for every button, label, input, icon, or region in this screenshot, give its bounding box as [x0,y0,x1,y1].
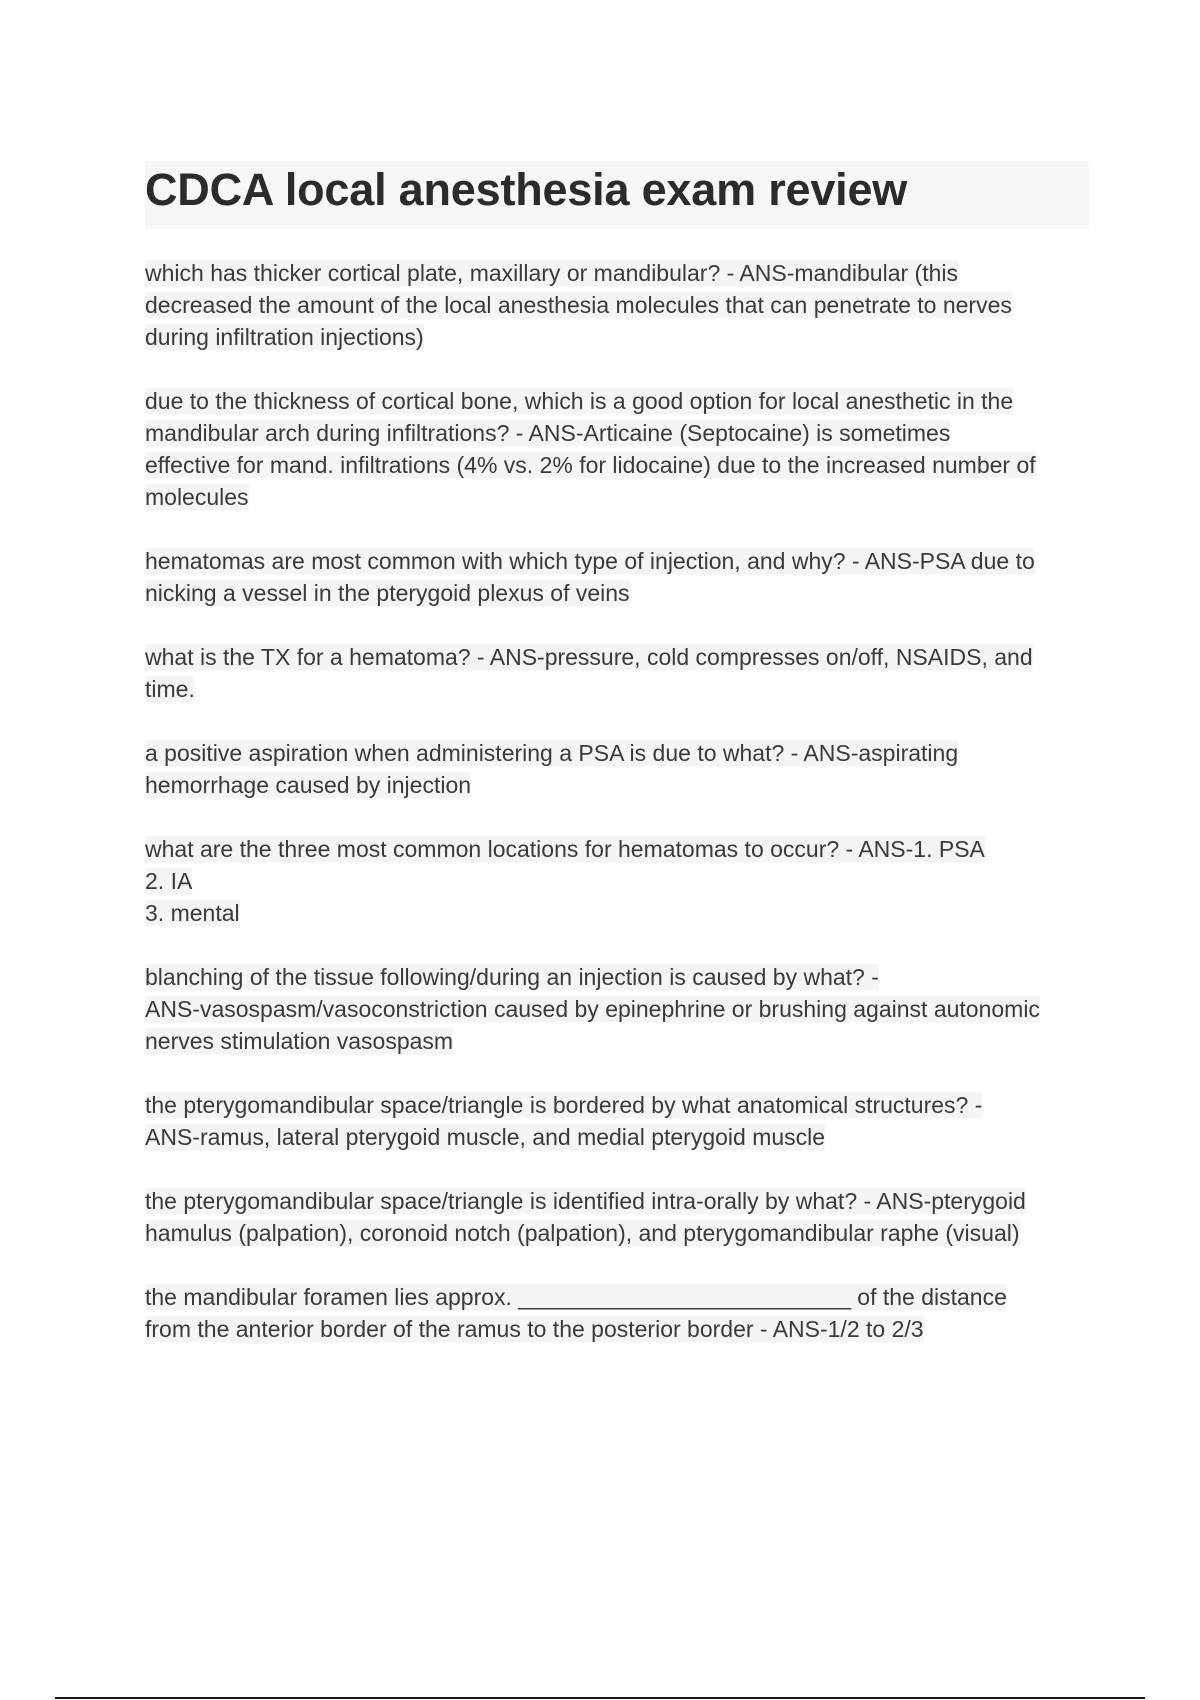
qa-line [145,993,1095,1025]
qa-line [145,1313,1095,1345]
qa-line-text: mandibular arch during infiltrations? - ANS-Articaine (Septocaine) is sometimes [145,420,951,446]
qa-line-text: during infiltration injections) [145,324,424,350]
qa-item [145,385,1095,513]
qa-list [145,257,1095,1377]
qa-line-text: hamulus (palpation), coronoid notch (palpation), and pterygomandibular raphe (visual) [145,1220,1020,1246]
qa-line [145,1217,1095,1249]
qa-line [145,385,1095,417]
qa-line [145,1281,1095,1313]
qa-item [145,257,1095,353]
qa-line-text: what is the TX for a hematoma? - ANS-pressure, cold compresses on/off, NSAIDS, and [145,644,1033,670]
qa-line [145,737,1095,769]
qa-line [145,641,1095,673]
qa-line-text: the pterygomandibular space/triangle is identified intra-orally by what? - ANS-pterygoid [145,1188,1026,1214]
qa-item [145,1185,1095,1249]
page-title: CDCA local anesthesia exam review [145,164,908,215]
qa-line-text: due to the thickness of cortical bone, which is a good option for local anesthetic in the [145,388,1014,414]
qa-line-text: 2. IA [145,868,193,894]
qa-line-text: the pterygomandibular space/triangle is bordered by what anatomical structures? - [145,1092,983,1118]
qa-line [145,481,1095,513]
qa-line [145,257,1095,289]
qa-line-text: hemorrhage caused by injection [145,772,472,798]
qa-line [145,1025,1095,1057]
qa-item [145,545,1095,609]
qa-line-text: decreased the amount of the local anesthesia molecules that can penetrate to nerves [145,292,1012,318]
qa-line [145,961,1095,993]
qa-line-text: hematomas are most common with which type of injection, and why? - ANS-PSA due to [145,548,1035,574]
qa-line-text: effective for mand. infiltrations (4% vs. 2% for lidocaine) due to the increased number of [145,452,1036,478]
qa-item [145,833,1095,929]
qa-line [145,321,1095,353]
qa-line [145,865,1095,897]
qa-line-text: what are the three most common locations for hematomas to occur? - ANS-1. PSA [145,836,985,862]
qa-line [145,545,1095,577]
qa-line [145,449,1095,481]
qa-line [145,673,1095,705]
qa-line-text: which has thicker cortical plate, maxillary or mandibular? - ANS-mandibular (this [145,260,958,286]
qa-item [145,737,1095,801]
qa-line-text: time. [145,676,195,702]
qa-line [145,1089,1095,1121]
qa-line [145,289,1095,321]
qa-line [145,897,1095,929]
qa-line-text: from the anterior border of the ramus to the posterior border - ANS-1/2 to 2/3 [145,1316,924,1342]
qa-line [145,417,1095,449]
qa-line-text: molecules [145,484,249,510]
page-bottom-rule [55,1697,1145,1699]
qa-line-text: the mandibular foramen lies approx. __________________________ of the distance [145,1284,1007,1310]
qa-line-text: blanching of the tissue following/during an injection is caused by what? - [145,964,879,990]
qa-line [145,833,1095,865]
qa-line-text: nerves stimulation vasospasm [145,1028,454,1054]
qa-line [145,1121,1095,1153]
qa-item [145,1281,1095,1345]
qa-line-text: ANS-ramus, lateral pterygoid muscle, and medial pterygoid muscle [145,1124,826,1150]
qa-line-text: a positive aspiration when administering a PSA is due to what? - ANS-aspirating [145,740,959,766]
qa-line [145,1185,1095,1217]
qa-item [145,641,1095,705]
qa-line-text: ANS-vasospasm/vasoconstriction caused by epinephrine or brushing against autonomic [145,996,1040,1022]
qa-line-text: nicking a vessel in the pterygoid plexus of veins [145,580,630,606]
qa-line-text: 3. mental [145,900,240,926]
qa-item [145,961,1095,1057]
qa-item [145,1089,1095,1153]
qa-line [145,769,1095,801]
qa-line [145,577,1095,609]
